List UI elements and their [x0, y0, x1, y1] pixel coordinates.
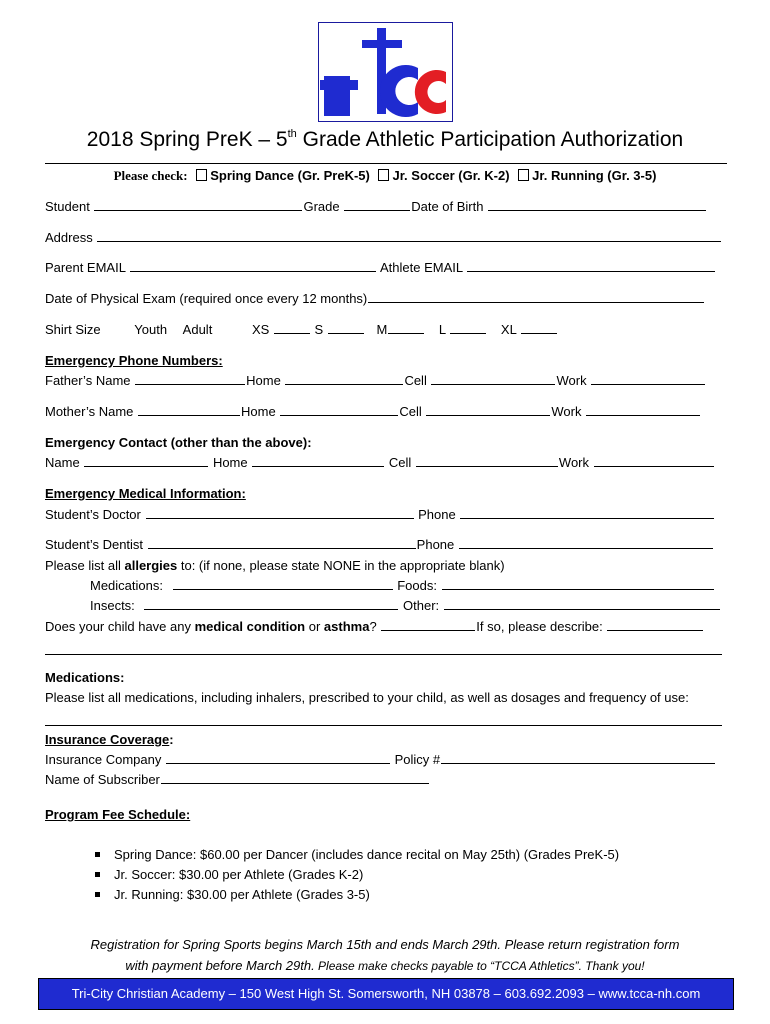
contact-home-field[interactable] [252, 455, 384, 467]
checkbox-jr-running[interactable] [518, 169, 529, 181]
father-label: Father’s Name [45, 373, 131, 388]
fee-item-text: Spring Dance: $60.00 per Dancer (includes dance recital on May 25th) (Grades PreK-5) [114, 847, 620, 862]
allergy-foods-field[interactable] [442, 578, 714, 590]
mother-home-field[interactable] [280, 404, 398, 416]
mother-name-field[interactable] [138, 404, 240, 416]
dentist-label: Student’s Dentist [45, 537, 144, 552]
father-work-field[interactable] [591, 373, 705, 385]
address-label: Address [45, 230, 93, 245]
dob-label: Date of Birth [411, 199, 484, 214]
mother-cell-label: Cell [399, 404, 422, 419]
father-cell-label: Cell [404, 373, 427, 388]
grade-field[interactable] [344, 199, 410, 211]
allergy-insects-field[interactable] [144, 598, 398, 610]
father-home-field[interactable] [285, 373, 403, 385]
allergy-other-field[interactable] [444, 598, 720, 610]
size-m-field[interactable] [388, 322, 424, 334]
father-name-field[interactable] [135, 373, 245, 385]
size-xs-label: XS [251, 322, 270, 337]
contact-cell-field[interactable] [416, 455, 558, 467]
option-spring-dance: Spring Dance (Gr. PreK-5) [210, 168, 370, 183]
grade-label: Grade [303, 199, 340, 214]
dentist-row [45, 537, 714, 553]
doctor-row [45, 507, 715, 523]
size-l-label: L [438, 322, 446, 337]
title-pre: 2018 Spring PreK – 5 [86, 128, 288, 151]
fee-item-text: Jr. Soccer: $30.00 per Athlete (Grades K-2) [114, 867, 364, 882]
school-footer: Tri-City Christian Academy – 150 West High St. Somersworth, NH 03878 – 603.692.2093 – www.tcca-nh.com [38, 978, 734, 1010]
youth-label: Youth [134, 322, 168, 337]
describe-field[interactable] [607, 619, 703, 631]
student-field[interactable] [94, 199, 302, 211]
checkbox-spring-dance[interactable] [196, 169, 207, 181]
insurance-colon: : [169, 732, 174, 747]
contact-name-field[interactable] [84, 455, 208, 467]
allergy-foods-label: Foods: [397, 578, 437, 593]
allergy-insects-label: Insects: [90, 598, 135, 613]
physical-field[interactable] [368, 291, 704, 303]
title-post: Grade Athletic Participation Authorization [296, 128, 684, 151]
contact-cell-label: Cell [388, 455, 412, 470]
describe-label: If so, please describe: [476, 619, 603, 634]
medications-foods-row [90, 578, 715, 594]
doctor-field[interactable] [146, 507, 414, 519]
fee-heading: Program Fee Schedule: [45, 807, 191, 822]
contact-home-label: Home [212, 455, 248, 470]
doctor-label: Student’s Doctor [45, 507, 141, 522]
doctor-phone-label: Phone [418, 507, 456, 522]
condition-q: ? [369, 619, 377, 634]
allergies-post: to: (if none, please state NONE in the appropriate blank) [177, 558, 505, 573]
allergy-medications-label: Medications: [90, 578, 163, 593]
insurance-company-label: Insurance Company [45, 752, 162, 767]
condition-mid: or [305, 619, 324, 634]
mother-label: Mother’s Name [45, 404, 134, 419]
medical-heading: Emergency Medical Information: [45, 486, 246, 501]
contact-work-field[interactable] [594, 455, 714, 467]
insurance-heading: Insurance Coverage [45, 732, 170, 747]
mother-work-field[interactable] [586, 404, 700, 416]
check-label: Please check: [113, 168, 188, 183]
doctor-phone-field[interactable] [460, 507, 714, 519]
physical-row [45, 291, 705, 307]
form-title [0, 128, 770, 152]
title-divider [45, 163, 727, 164]
father-home-label: Home [246, 373, 281, 388]
subscriber-label: Name of Subscriber [45, 772, 160, 787]
emergency-contact-row [45, 455, 715, 471]
describe-line-2[interactable] [45, 653, 722, 655]
option-jr-running: Jr. Running (Gr. 3-5) [532, 168, 657, 183]
policy-label: Policy # [394, 752, 441, 767]
mother-cell-field[interactable] [426, 404, 550, 416]
school-logo [318, 22, 453, 122]
program-checkboxes [0, 168, 770, 184]
email-row [45, 260, 716, 276]
allergy-medications-field[interactable] [173, 578, 393, 590]
bullet-icon [95, 852, 100, 857]
size-xl-label: XL [500, 322, 517, 337]
registration-note-line-2 [0, 958, 770, 973]
mother-row [45, 404, 701, 420]
policy-field[interactable] [441, 752, 715, 764]
father-row [45, 373, 706, 389]
shirt-label: Shirt Size [45, 322, 101, 337]
size-s-label: S [314, 322, 324, 337]
condition-field[interactable] [381, 619, 475, 631]
subscriber-field[interactable] [161, 772, 429, 784]
bullet-icon [95, 872, 100, 877]
fee-item [95, 887, 370, 902]
allergies-row [45, 558, 505, 574]
medications-text: Please list all medications, including inhalers, prescribed to your child, as well as dosages and frequency of use: [45, 690, 689, 705]
contact-work-label: Work [558, 455, 590, 470]
insurance-company-field[interactable] [166, 752, 390, 764]
size-xl-field[interactable] [521, 322, 557, 334]
insurance-row [45, 752, 716, 768]
title-sup: th [287, 128, 297, 140]
emergency-contact-heading: Emergency Contact (other than the above): [45, 435, 312, 450]
medications-line[interactable] [45, 724, 722, 726]
size-xs-field[interactable] [274, 322, 310, 334]
allergies-pre: Please list all [45, 558, 125, 573]
physical-label: Date of Physical Exam (required once every 12 months) [45, 291, 368, 306]
insects-other-row [90, 598, 721, 614]
condition-bold-1: medical condition [194, 619, 306, 634]
fee-item [95, 847, 619, 862]
allergy-other-label: Other: [403, 598, 440, 613]
registration-note-line-1: Registration for Spring Sports begins March 15th and ends March 29th. Please return registration form [90, 937, 680, 952]
athlete-email-label: Athlete EMAIL [379, 260, 463, 275]
fee-item [95, 867, 363, 882]
size-s-field[interactable] [328, 322, 364, 334]
emergency-phone-heading: Emergency Phone Numbers: [45, 353, 223, 368]
option-jr-soccer: Jr. Soccer (Gr. K-2) [392, 168, 510, 183]
contact-name-label: Name [45, 455, 80, 470]
size-l-field[interactable] [450, 322, 486, 334]
address-row [45, 230, 722, 246]
note-line-2b: Please make checks payable to “TCCA Athletics”. Thank you! [314, 959, 645, 973]
student-label: Student [45, 199, 90, 214]
checkbox-jr-soccer[interactable] [378, 169, 389, 181]
father-work-label: Work [556, 373, 587, 388]
dob-field[interactable] [488, 199, 706, 211]
insurance-heading-row [45, 732, 174, 748]
mother-home-label: Home [241, 404, 276, 419]
adult-label: Adult [182, 322, 213, 337]
medications-heading: Medications: [45, 670, 125, 685]
note-line-2a: with payment before March 29th. [125, 958, 315, 973]
dentist-phone-label: Phone [416, 537, 455, 552]
condition-pre: Does your child have any [45, 619, 195, 634]
student-row [45, 199, 707, 215]
dentist-phone-field[interactable] [459, 537, 713, 549]
parent-email-field[interactable] [130, 260, 376, 272]
shirt-row [45, 322, 558, 338]
fee-item-text: Jr. Running: $30.00 per Athlete (Grades 3-5) [114, 887, 370, 902]
athlete-email-field[interactable] [467, 260, 715, 272]
mother-work-label: Work [551, 404, 582, 419]
allergies-bold: allergies [124, 558, 178, 573]
subscriber-row [45, 772, 430, 788]
size-m-label: M [376, 322, 388, 337]
parent-email-label: Parent EMAIL [45, 260, 126, 275]
address-field[interactable] [97, 230, 721, 242]
condition-bold-2: asthma [323, 619, 370, 634]
condition-row [45, 619, 704, 635]
bullet-icon [95, 892, 100, 897]
father-cell-field[interactable] [431, 373, 555, 385]
dentist-field[interactable] [148, 537, 416, 549]
